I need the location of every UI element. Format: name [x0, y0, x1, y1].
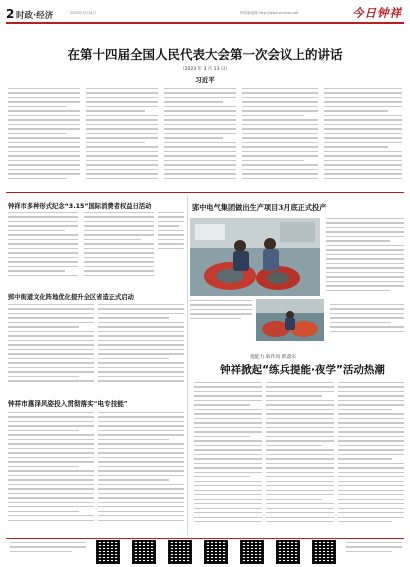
qr-code-icon — [276, 540, 300, 564]
column-divider — [187, 196, 188, 536]
lead-body-col-4 — [242, 88, 318, 188]
lead-headline: 在第十四届全国人民代表大会第一次会议上的讲话 — [67, 47, 343, 62]
article-body — [338, 382, 404, 532]
feature-photo-main — [190, 218, 320, 296]
qr-code-icon — [312, 540, 336, 564]
masthead-rule — [6, 22, 404, 24]
article-body — [98, 304, 184, 390]
lead-body-col-3 — [164, 88, 236, 188]
qr-code-icon — [96, 540, 120, 564]
qr-code-icon — [168, 540, 192, 564]
article-body — [194, 382, 262, 532]
lead-body-col-2 — [86, 88, 158, 188]
qr-code-icon — [204, 540, 228, 564]
feature-title: 钟祥掀起“练兵提能·夜学”活动热潮 — [220, 364, 385, 376]
feature-title: 郢中电气集团做出生产项目3月底正式投产 — [192, 203, 327, 212]
factory-photo — [256, 299, 324, 341]
qr-code-icon — [132, 540, 156, 564]
lead-author: 习近平 — [195, 76, 215, 84]
section-name: 时政·经济 — [16, 11, 54, 21]
feature-photo-secondary — [256, 299, 324, 341]
lead-dateline: （2023 年 3 月 13 日） — [180, 67, 230, 72]
article-body — [266, 382, 334, 532]
page-number: 2 — [6, 7, 15, 21]
brand-logo: 今日钟祥 — [352, 6, 402, 20]
article-body — [158, 212, 184, 282]
issue-date: 2025年3月14日 — [70, 11, 97, 15]
photo-caption — [190, 300, 252, 334]
footer-text — [346, 542, 402, 562]
article-title: 钟祥市惠泽风姿投入贯彻落实“电专技能” — [8, 400, 128, 408]
footer-rule — [6, 538, 404, 539]
lead-body-col-5 — [324, 88, 402, 188]
article-kicker: 提能力 转作风 抓落实 — [250, 355, 297, 360]
workshop-photo — [190, 218, 320, 296]
article-body — [8, 212, 78, 282]
qr-code-icon — [240, 540, 264, 564]
feature-body — [326, 218, 404, 300]
article-title: 钟祥市多种形式纪念“3.15”国际消费者权益日活动 — [8, 203, 152, 210]
article-title: 郢中街道文化阵地优化提升全区省造正式启动 — [8, 294, 134, 301]
article-body — [8, 412, 94, 530]
feature-body — [330, 304, 404, 340]
lead-body-col-1 — [8, 88, 80, 188]
section-rule — [6, 192, 404, 193]
footer-text — [10, 542, 86, 562]
article-body — [98, 412, 184, 530]
site-url: 钟祥新闻网 http://www.zxnews.net — [240, 11, 299, 15]
article-body — [8, 304, 94, 390]
article-body — [84, 212, 154, 282]
